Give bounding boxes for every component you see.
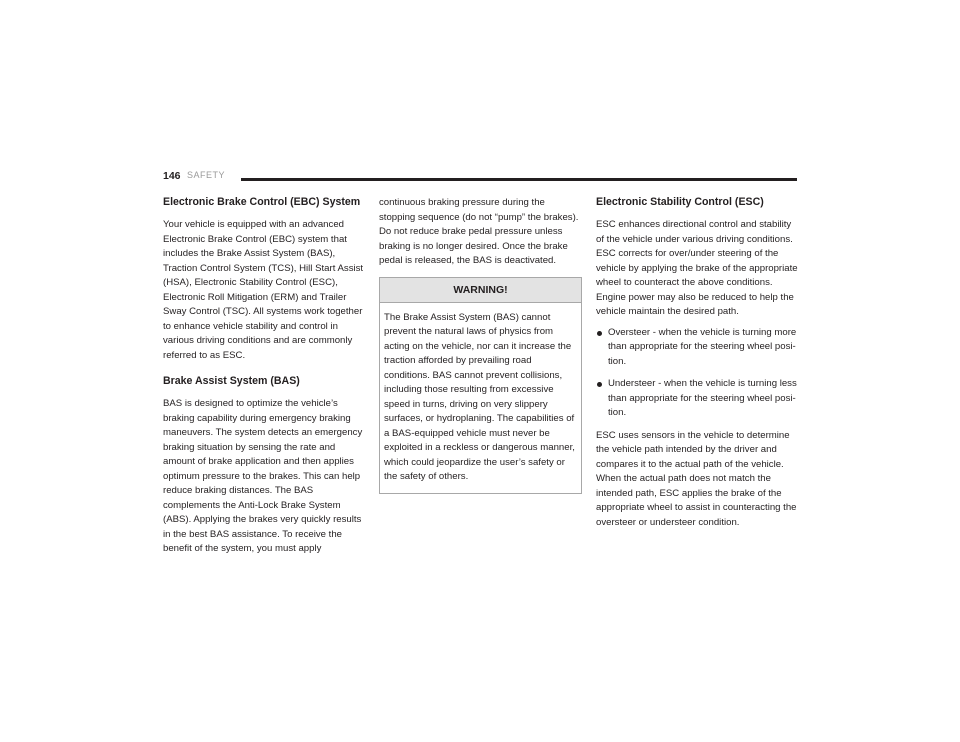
warning-box — [379, 277, 582, 494]
bullet-icon — [597, 382, 602, 387]
section-label: SAFETY — [187, 170, 226, 180]
list-item — [596, 326, 798, 370]
column-right — [596, 196, 798, 536]
page-number: 146 — [163, 170, 181, 182]
esc-bullet-list — [596, 326, 798, 421]
bullet-icon — [597, 331, 602, 336]
bullet-text: Understeer - when the vehicle is turning less than appropriate for the steering wheel posi-tion. — [608, 378, 797, 418]
column-middle — [379, 196, 582, 494]
warning-title: WARNING! — [380, 278, 581, 303]
header-rule — [241, 178, 797, 181]
bas-heading: Brake Assist System (BAS) — [163, 375, 300, 387]
ebc-paragraph: Your vehicle is equipped with an advanced Electronic Brake Control (EBC) system that includes the Brake Assist System (BAS), Traction Control System (TCS), Hill Start Assist (HSA), Electronic Stability Control (ESC), Electronic Roll Mitigation (ERM) and Trailer Sway Control (TSC). All systems work together to enhance vehicle stability and control in various driving conditions and are commonly referred to as ESC. — [163, 219, 364, 361]
ebc-heading: Electronic Brake Control (EBC) System — [163, 196, 361, 208]
warning-text: The Brake Assist System (BAS) cannot prevent the natural laws of physics from acting on the vehicle, nor can it increase the traction afforded by prevailing road conditions. BAS cannot prevent collisions, including those resulting from excessive speed in turns, driving on very slippery surfaces, or hydroplaning. The capabilities of a BAS-equipped vehicle must never be exploited in a reckless or dangerous manner, which could jeopardize the user’s safety or the safety of others. — [384, 311, 575, 482]
esc-sensors-paragraph: ESC uses sensors in the vehicle to determine the vehicle path intended by the driver and compares it to the actual path of the vehicle. When the actual path does not match the intended path, ESC applies the brake of the appropriate wheel to assist in counteracting the oversteer or understeer condition. — [596, 429, 797, 528]
page-header — [163, 170, 797, 186]
esc-heading: Electronic Stability Control (ESC) — [596, 196, 764, 208]
bas-paragraph: BAS is designed to optimize the vehicle’s braking capability during emergency braking maneuvers. The system detects an emergency braking situation by sensing the rate and amount of brake application and then applies optimum pressure to the brakes. This can help reduce braking distances. The BAS complements the Anti-Lock Brake System (ABS). Applying the brakes very quickly results in the best BAS assistance. To receive the benefit of the system, you must apply — [163, 398, 363, 554]
list-item — [596, 377, 798, 421]
column-left — [163, 196, 365, 563]
bullet-text: Oversteer - when the vehicle is turning more than appropriate for the steering wheel posi-tion. — [608, 326, 797, 367]
esc-intro-paragraph: ESC enhances directional control and stability of the vehicle under various driving conditions. ESC corrects for over/under steering of the vehicle by applying the brake of the appropriate wheel to counteract the above conditions. Engine power may also be reduced to help the vehicle maintain the desired path. — [596, 219, 798, 317]
warning-body — [380, 303, 581, 493]
bas-continued-paragraph: continuous braking pressure during the stopping sequence (do not “pump” the brakes). Do not reduce brake pedal pressure unless braking is no longer desired. Once the brake pedal is released, the BAS is deactivated. — [379, 197, 579, 266]
